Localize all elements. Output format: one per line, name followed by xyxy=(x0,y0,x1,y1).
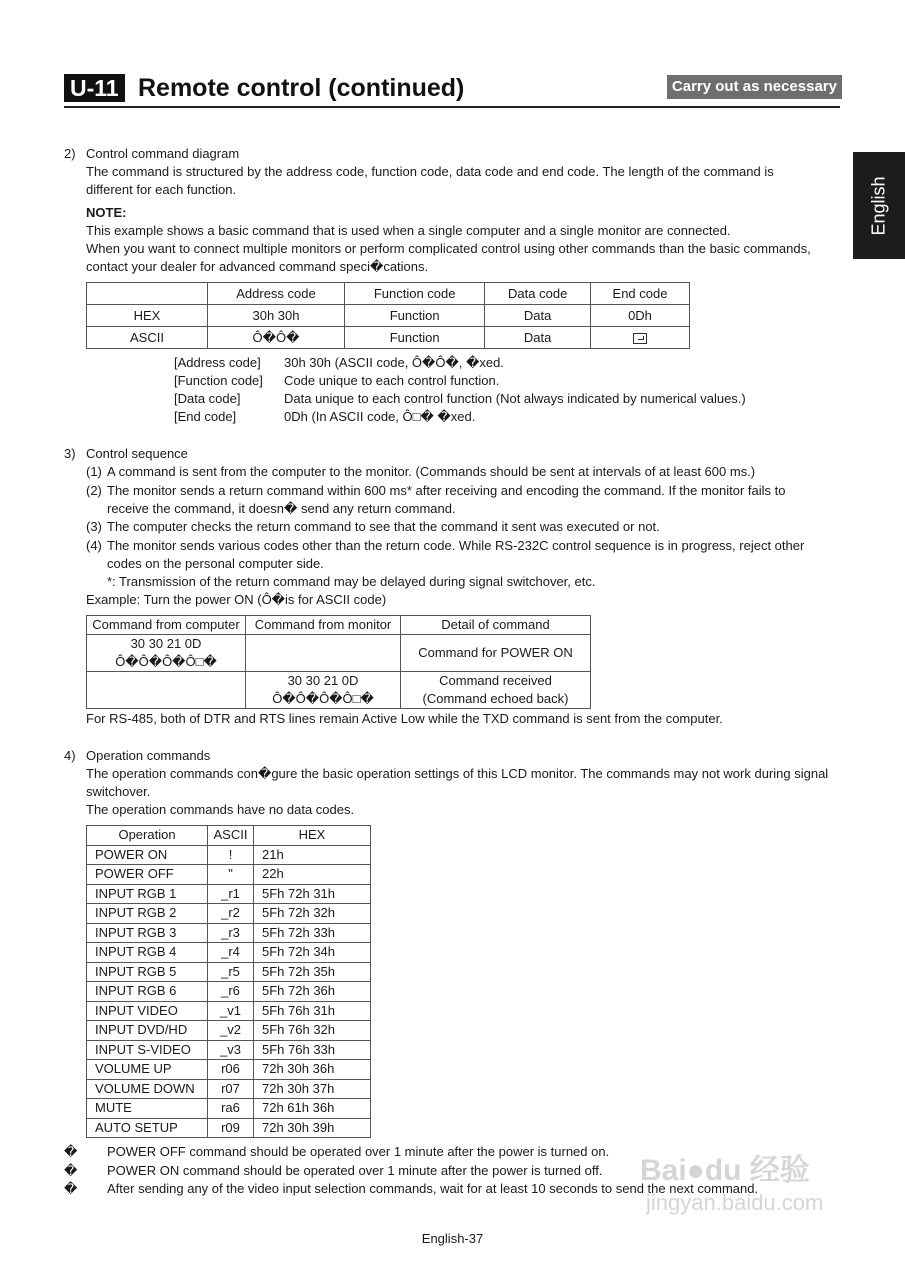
section2-intro-1: The command is structured by the address code, function code, data code and end code. The length of the command is xyxy=(86,164,774,179)
table-header-cell: Operation xyxy=(87,826,208,846)
section-code-badge: U-11 xyxy=(64,74,125,102)
section2-number: 2) xyxy=(64,146,76,161)
table-row xyxy=(87,1021,371,1041)
watermark-url: jingyan.baidu.com xyxy=(646,1190,824,1215)
table-cell: 72h 30h 37h xyxy=(254,1079,371,1099)
table-cell: ! xyxy=(208,845,254,865)
watermark-logo: Bai●du 经验 xyxy=(640,1154,810,1187)
table-cell: INPUT RGB 6 xyxy=(87,982,208,1002)
rs485-note: For RS-485, both of DTR and RTS lines remain Active Low while the TXD command is sent from the computer. xyxy=(86,711,723,726)
control-sequence-table xyxy=(86,615,591,709)
table-row xyxy=(87,327,690,349)
monitor-ascii: Ô�Ô�Ô�Ô□� xyxy=(272,691,374,706)
table-cell: AUTO SETUP xyxy=(87,1118,208,1138)
bullet-mark: � xyxy=(64,1162,78,1178)
table-cell: INPUT RGB 4 xyxy=(87,943,208,963)
table-row xyxy=(87,1099,371,1119)
table-cell: INPUT RGB 3 xyxy=(87,923,208,943)
table-cell: 5Fh 76h 32h xyxy=(254,1021,371,1041)
step-number: (4) xyxy=(86,538,102,553)
table-header-cell: Data code xyxy=(485,283,591,305)
table-header-row xyxy=(87,616,591,635)
page-number: English-37 xyxy=(421,1231,484,1246)
table-cell: INPUT VIDEO xyxy=(87,1001,208,1021)
table-cell: 22h xyxy=(254,865,371,885)
table-row xyxy=(87,305,690,327)
definition-value: 30h 30h (ASCII code, Ô�Ô�, �xed. xyxy=(284,355,504,370)
definition-key: [Data code] xyxy=(174,391,241,406)
step-text: codes on the personal computer side. xyxy=(107,556,324,571)
table-cell: _r2 xyxy=(208,904,254,924)
section3-heading: Control sequence xyxy=(86,446,188,461)
table-cell: _v3 xyxy=(208,1040,254,1060)
table-cell: 5Fh 72h 34h xyxy=(254,943,371,963)
computer-hex: 30 30 21 0D xyxy=(130,636,202,651)
table-row xyxy=(87,904,371,924)
table-row xyxy=(87,1060,371,1080)
table-cell xyxy=(87,672,246,709)
table-cell: Ô�Ô� xyxy=(208,327,345,349)
table-cell: Command for POWER ON xyxy=(401,635,591,672)
bullet-text: POWER ON command should be operated over 1 minute after the power is turned off. xyxy=(107,1162,603,1178)
table-cell: INPUT RGB 5 xyxy=(87,962,208,982)
table-row xyxy=(87,923,371,943)
note-line-1: This example shows a basic command that is used when a single computer and a single monitor are connected. xyxy=(86,223,731,238)
table-row xyxy=(87,865,371,885)
step-text: The monitor sends a return command within 600 ms* after receiving and encoding the command. If the monitor fails to xyxy=(107,483,786,498)
table-cell: HEX xyxy=(87,305,208,327)
table-cell: _r6 xyxy=(208,982,254,1002)
table-cell: _v1 xyxy=(208,1001,254,1021)
table-cell: 72h 30h 39h xyxy=(254,1118,371,1138)
definition-key: [End code] xyxy=(174,409,237,424)
table-cell: INPUT RGB 1 xyxy=(87,884,208,904)
table-row xyxy=(87,1001,371,1021)
table-row xyxy=(87,1079,371,1099)
table-cell: r07 xyxy=(208,1079,254,1099)
table-cell: 5Fh 72h 36h xyxy=(254,982,371,1002)
table-cell: MUTE xyxy=(87,1099,208,1119)
step-text: A command is sent from the computer to the monitor. (Commands should be sent at intervals of at least 600 ms.) xyxy=(107,464,756,479)
table-cell: 5Fh 76h 33h xyxy=(254,1040,371,1060)
table-cell: Function xyxy=(344,305,484,327)
table-header-cell: ASCII xyxy=(208,826,254,846)
computer-ascii: Ô�Ô�Ô�Ô□� xyxy=(115,654,217,669)
example-text: Example: Turn the power ON (Ô�is for ASCII code) xyxy=(86,592,387,607)
header-rule xyxy=(64,106,840,108)
table-cell: 5Fh 76h 31h xyxy=(254,1001,371,1021)
table-cell: ASCII xyxy=(87,327,208,349)
table-cell: INPUT DVD/HD xyxy=(87,1021,208,1041)
step-number: (2) xyxy=(86,483,102,498)
step-number: (3) xyxy=(86,519,102,534)
table-cell: Function xyxy=(344,327,484,349)
table-cell: 72h 30h 36h xyxy=(254,1060,371,1080)
definition-value: 0Dh (In ASCII code, Ô□� �xed. xyxy=(284,409,476,424)
table-header-cell: Detail of command xyxy=(401,616,591,635)
table-cell xyxy=(591,327,690,349)
step-footnote: *: Transmission of the return command may be delayed during signal switchover, etc. xyxy=(107,574,596,589)
operation-rows xyxy=(87,845,371,1138)
table-cell: _r1 xyxy=(208,884,254,904)
table-header-cell: Address code xyxy=(208,283,345,305)
section4-line-1: The operation commands con�gure the basic operation settings of this LCD monitor. The commands may not work during signal xyxy=(86,766,829,781)
table-cell: INPUT S-VIDEO xyxy=(87,1040,208,1060)
bullet-mark: � xyxy=(64,1181,78,1196)
table-header-cell: Command from computer xyxy=(87,616,246,635)
table-cell xyxy=(87,635,246,672)
table-cell: POWER OFF xyxy=(87,865,208,885)
table-row xyxy=(87,672,591,709)
definition-value: Data unique to each control function (Not always indicated by numerical values.) xyxy=(284,391,746,406)
section4-heading: Operation commands xyxy=(86,748,211,763)
table-cell: _v2 xyxy=(208,1021,254,1041)
operation-commands-table xyxy=(86,825,371,1138)
table-cell: " xyxy=(208,865,254,885)
table-cell: r06 xyxy=(208,1060,254,1080)
table-cell: 0Dh xyxy=(591,305,690,327)
table-row xyxy=(87,982,371,1002)
detail-line: (Command echoed back) xyxy=(422,691,569,706)
table-cell xyxy=(246,635,401,672)
step-text: receive the command, it doesn� send any return command. xyxy=(107,501,456,516)
monitor-hex: 30 30 21 0D xyxy=(287,673,359,688)
table-header-cell: Function code xyxy=(344,283,484,305)
table-cell: 5Fh 72h 31h xyxy=(254,884,371,904)
table-row xyxy=(87,845,371,865)
table-header-cell: HEX xyxy=(254,826,371,846)
table-cell: _r3 xyxy=(208,923,254,943)
command-structure-table xyxy=(86,282,690,349)
table-cell xyxy=(246,672,401,709)
table-cell: INPUT RGB 2 xyxy=(87,904,208,924)
language-side-tab xyxy=(853,152,905,259)
table-cell: 30h 30h xyxy=(208,305,345,327)
table-cell: Data xyxy=(485,305,591,327)
table-row xyxy=(87,1040,371,1060)
section3-number: 3) xyxy=(64,446,76,461)
section4-number: 4) xyxy=(64,748,76,763)
definition-value: Code unique to each control function. xyxy=(284,373,500,388)
note-line-3: contact your dealer for advanced command speci�cations. xyxy=(86,259,429,274)
note-label: NOTE: xyxy=(86,205,127,220)
table-row xyxy=(87,884,371,904)
bullet-text: POWER OFF command should be operated over 1 minute after the power is turned on. xyxy=(107,1144,610,1159)
table-header-row xyxy=(87,826,371,846)
section2-heading: Control command diagram xyxy=(86,146,240,161)
table-cell: _r4 xyxy=(208,943,254,963)
table-header-row xyxy=(87,283,690,305)
table-cell: POWER ON xyxy=(87,845,208,865)
carry-out-badge: Carry out as necessary xyxy=(667,75,842,99)
table-cell: 21h xyxy=(254,845,371,865)
table-row xyxy=(87,635,591,672)
table-cell: 5Fh 72h 35h xyxy=(254,962,371,982)
table-header-cell: Command from monitor xyxy=(246,616,401,635)
table-cell: r09 xyxy=(208,1118,254,1138)
table-cell xyxy=(401,672,591,709)
table-cell: 5Fh 72h 32h xyxy=(254,904,371,924)
step-text: The monitor sends various codes other than the return code. While RS-232C control sequence is in progress, reject other xyxy=(107,538,805,553)
section4-line-3: The operation commands have no data codes. xyxy=(86,802,355,817)
table-row xyxy=(87,943,371,963)
table-header-cell: End code xyxy=(591,283,690,305)
table-cell: Data xyxy=(485,327,591,349)
page-title: Remote control (continued) xyxy=(138,74,465,102)
table-cell: 5Fh 72h 33h xyxy=(254,923,371,943)
bullet-text: After sending any of the video input selection commands, wait for at least 10 seconds to send the next command. xyxy=(107,1181,759,1196)
enter-key-icon xyxy=(633,333,647,344)
definition-key: [Function code] xyxy=(174,373,263,388)
step-text: The computer checks the return command to see that the command it sent was executed or not. xyxy=(107,519,660,534)
language-label: English xyxy=(868,175,889,236)
section4-line-2: switchover. xyxy=(86,784,151,799)
table-row xyxy=(87,962,371,982)
table-cell: VOLUME UP xyxy=(87,1060,208,1080)
table-cell: VOLUME DOWN xyxy=(87,1079,208,1099)
detail-line: Command received xyxy=(439,673,552,688)
note-line-2: When you want to connect multiple monitors or perform complicated control using other commands than the basic commands, xyxy=(86,241,811,256)
page-header xyxy=(64,71,842,107)
definition-key: [Address code] xyxy=(174,355,261,370)
table-header-cell xyxy=(87,283,208,305)
section2-intro-2: different for each function. xyxy=(86,182,237,197)
table-cell: 72h 61h 36h xyxy=(254,1099,371,1119)
step-number: (1) xyxy=(86,464,102,479)
table-cell: _r5 xyxy=(208,962,254,982)
bullet-mark: � xyxy=(64,1144,78,1159)
table-cell: ra6 xyxy=(208,1099,254,1119)
table-row xyxy=(87,1118,371,1138)
